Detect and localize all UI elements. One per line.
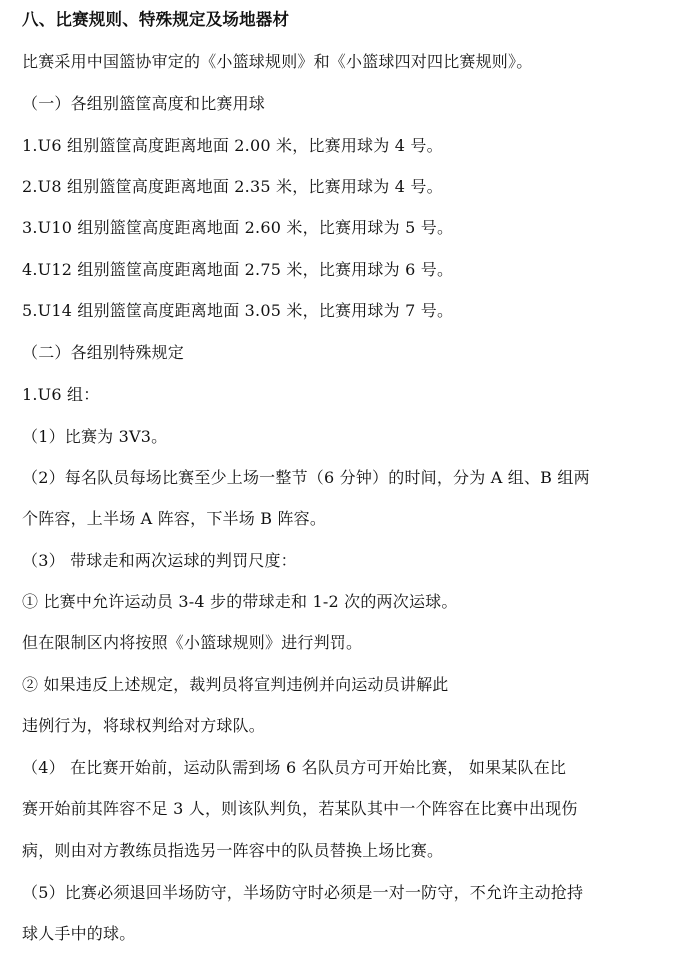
list-item: 4.U12 组别篮筐高度距离地面 2.75 米，比赛用球为 6 号。 <box>22 260 454 279</box>
list-item: 1.U6 组别篮筐高度距离地面 2.00 米，比赛用球为 4 号。 <box>22 136 443 155</box>
rule-line: （3） 带球走和两次运球的判罚尺度： <box>22 551 297 570</box>
list-item: 3.U10 组别篮筐高度距离地面 2.60 米，比赛用球为 5 号。 <box>22 218 454 237</box>
rule-line: 违例行为，将球权判给对方球队。 <box>22 716 266 735</box>
list-item: 2.U8 组别篮筐高度距离地面 2.35 米，比赛用球为 4 号。 <box>22 177 443 196</box>
list-item: 5.U14 组别篮筐高度距离地面 3.05 米，比赛用球为 7 号。 <box>22 301 454 320</box>
subsection-title-1: （一）各组别篮筐高度和比赛用球 <box>22 94 266 113</box>
rule-line: 但在限制区内将按照《小篮球规则》进行判罚。 <box>22 633 363 652</box>
rule-line: 球人手中的球。 <box>22 924 136 943</box>
rule-line: （5）比赛必须退回半场防守，半场防守时必须是一对一防守，不允许主动抢持 <box>22 883 584 902</box>
section-heading: 八、比赛规则、特殊规定及场地器材 <box>22 10 290 29</box>
rule-line: 赛开始前其阵容不足 3 人，则该队判负，若某队其中一个阵容在比赛中出现伤 <box>22 799 578 818</box>
intro-paragraph: 比赛采用中国篮协审定的《小篮球规则》和《小篮球四对四比赛规则》。 <box>22 52 533 71</box>
rule-line: ② 如果违反上述规定，裁判员将宣判违例并向运动员讲解此 <box>22 675 449 694</box>
rule-line: （4） 在比赛开始前，运动队需到场 6 名队员方可开始比赛， 如果某队在比 <box>22 758 567 777</box>
rule-line: ① 比赛中允许运动员 3-4 步的带球走和 1-2 次的两次运球。 <box>22 592 458 611</box>
rule-line: 个阵容，上半场 A 阵容，下半场 B 阵容。 <box>22 509 327 528</box>
subsection-title-2: （二）各组别特殊规定 <box>22 343 185 362</box>
rule-line: 病，则由对方教练员指选另一阵容中的队员替换上场比赛。 <box>22 841 444 860</box>
rule-line: （2）每名队员每场比赛至少上场一整节（6 分钟）的时间，分为 A 组、B 组两 <box>22 468 590 487</box>
group-label: 1.U6 组： <box>22 385 100 404</box>
rule-line: （1）比赛为 3V3。 <box>22 427 168 446</box>
